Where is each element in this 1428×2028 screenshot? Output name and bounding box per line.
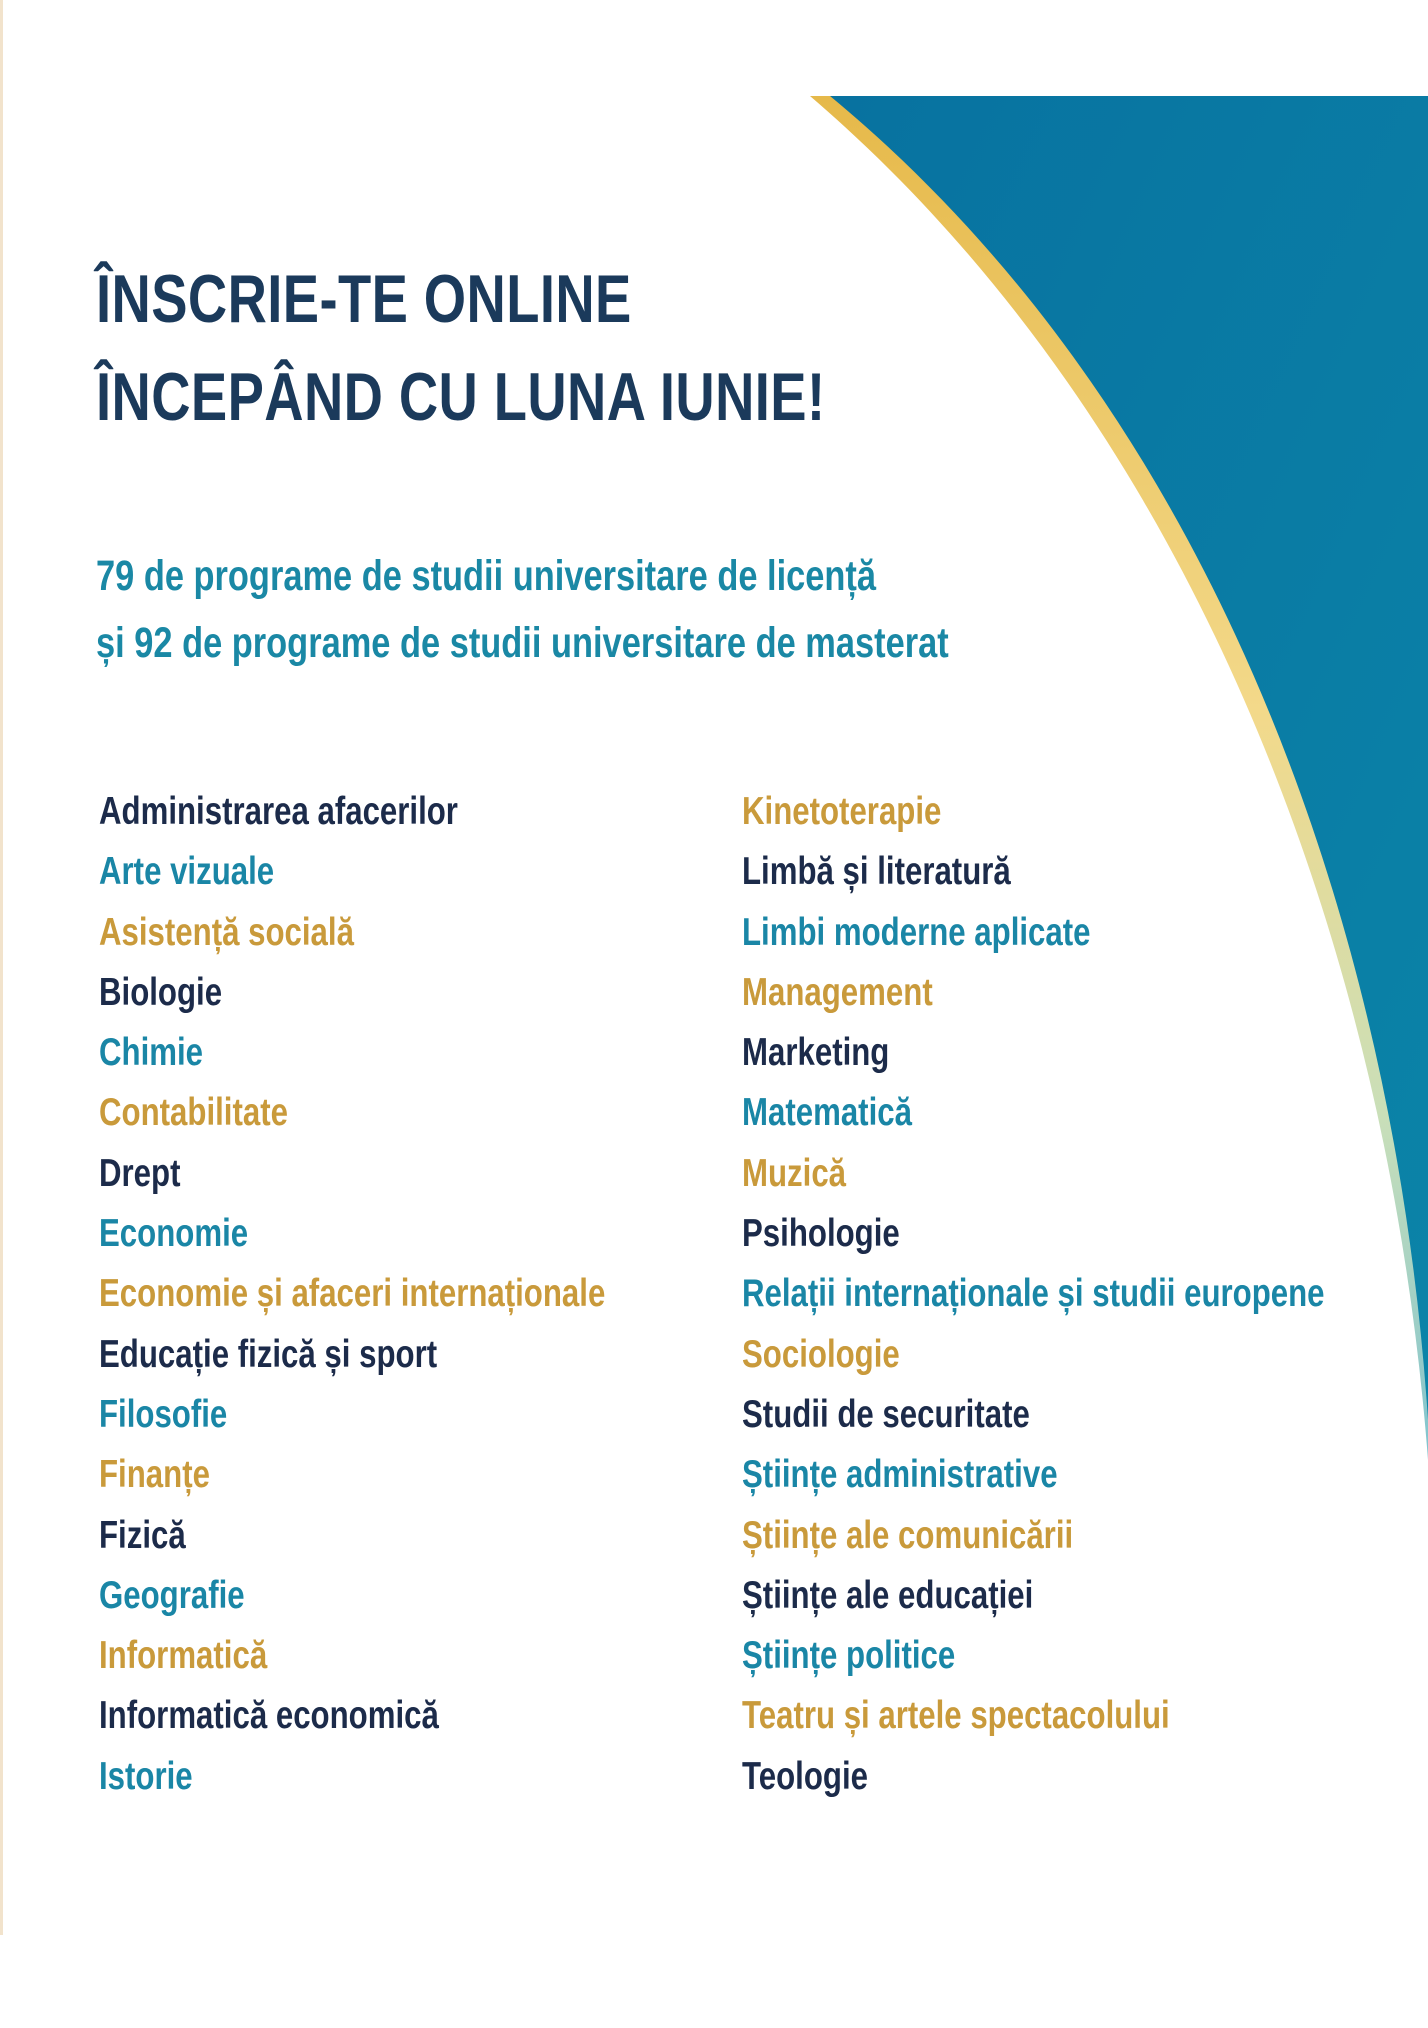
program-item: Matematică	[742, 1091, 912, 1135]
program-item: Marketing	[742, 1031, 890, 1075]
program-item: Sociologie	[742, 1332, 900, 1376]
headline-line-2: ÎNCEPÂND CU LUNA IUNIE!	[96, 359, 826, 435]
program-item: Biologie	[99, 970, 223, 1014]
subtitle	[96, 543, 949, 677]
headline-line-1: ÎNSCRIE-TE ONLINE	[96, 261, 632, 337]
program-item: Științe ale comunicării	[742, 1513, 1074, 1557]
program-item: Limbă și literatură	[742, 850, 1011, 894]
program-item: Teologie	[742, 1754, 868, 1798]
program-item: Psihologie	[742, 1212, 900, 1256]
program-item: Drept	[99, 1151, 181, 1195]
program-item: Management	[742, 970, 933, 1014]
program-item: Economie	[99, 1212, 249, 1256]
program-item: Informatică economică	[99, 1694, 439, 1738]
program-item: Asistență socială	[99, 910, 354, 954]
program-item: Fizică	[99, 1513, 186, 1557]
program-item: Arte vizuale	[99, 850, 275, 894]
program-item: Istorie	[99, 1754, 193, 1798]
program-item: Chimie	[99, 1031, 204, 1075]
program-item: Științe ale educației	[742, 1573, 1034, 1617]
program-item: Științe politice	[742, 1634, 956, 1678]
headline	[96, 250, 826, 446]
program-item: Administrarea afacerilor	[99, 790, 458, 833]
program-item: Limbi moderne aplicate	[742, 910, 1091, 954]
program-item: Kinetoterapie	[742, 790, 942, 833]
program-item: Filosofie	[99, 1392, 228, 1436]
subtitle-line-1: 79 de programe de studii universitare de licență	[96, 552, 876, 600]
program-list-left	[99, 782, 605, 1807]
program-item: Informatică	[99, 1634, 268, 1678]
program-item: Teatru și artele spectacolului	[742, 1694, 1170, 1738]
program-item: Relații internaționale și studii europene	[742, 1272, 1325, 1316]
program-item: Științe administrative	[742, 1453, 1058, 1497]
program-item: Educație fizică și sport	[99, 1332, 438, 1376]
program-list-right	[742, 782, 1325, 1807]
subtitle-line-2: și 92 de programe de studii universitare de masterat	[96, 619, 949, 667]
program-item: Contabilitate	[99, 1091, 288, 1135]
program-item: Economie și afaceri internaționale	[99, 1272, 606, 1316]
program-item: Muzică	[742, 1151, 847, 1195]
program-item: Finanțe	[99, 1453, 210, 1497]
program-item: Studii de securitate	[742, 1392, 1030, 1436]
program-item: Geografie	[99, 1573, 245, 1617]
